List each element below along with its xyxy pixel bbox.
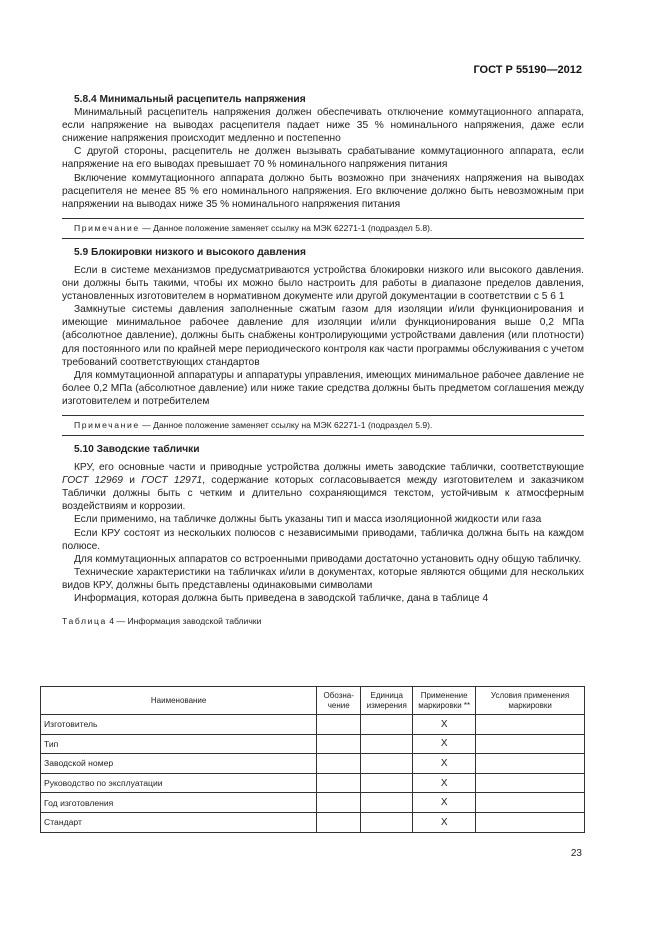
- note-label: Примечание: [74, 419, 140, 430]
- section-5-9-paragraph-3: Для коммутационной аппаратуры и аппаратуры управления, имеющих минимальное рабочее давление не более 0,2 МПа (абсолютное давление) или ниже такие средства должны быть предметом соглашения между изготовителем и потребителем: [62, 369, 584, 407]
- page-number: 23: [570, 848, 582, 859]
- row-name: Тип: [41, 734, 317, 754]
- section-5-10-paragraph-6: Информация, которая должна быть приведена в заводской табличке, дана в таблице 4: [74, 593, 489, 604]
- section-5-10-paragraph-3: Если КРУ состоят из нескольких полюсов с независимыми приводами, табличка должна быть на каждом полюсе.: [62, 527, 584, 552]
- section-5-8-4-paragraph-1: Минимальный расцепитель напряжения должен обеспечивать отключение коммутационного аппарата, если напряжение на выводах расцепителя падает ниже 35 % номинального напряжения, даже если снижение напряжения происходит медленно и постепенно: [62, 107, 584, 145]
- column-header-unit: Единица измерения: [361, 687, 413, 715]
- row-marking: X: [413, 754, 476, 774]
- row-marking: X: [413, 812, 476, 832]
- row-name: Заводской номер: [41, 754, 317, 774]
- section-5-8-4-heading: 5.8.4 Минимальный расцепитель напряжения: [74, 94, 306, 105]
- table-row: [41, 754, 585, 774]
- document-body: [62, 92, 584, 628]
- section-5-10-paragraph-1: КРУ, его основные части и приводные устройства должны иметь заводские таблички, соответствующие ГОСТ 12969 и ГОСТ 12971, содержание которых согласовывается между изготовителем и заказчиком Таблички должны быть с четким и длительно сохраняющимся текстом, устойчивым к атмосферным воздействиям и коррозии.: [62, 462, 584, 513]
- section-5-10-paragraph-4: Для коммутационных аппаратов со встроенными приводами достаточно установить одну общую табличку.: [74, 553, 582, 565]
- section-5-9-paragraph-2: Замкнутые системы давления заполненные сжатым газом для изоляции и/или функционирования и имеющие минимальное рабочее давление для изоляции и/или функционирования выше 0,2 МПа (абсолютное давление), должны быть снабжены контролирующими устройствами давления (или плотности) для постоянного или по крайней мере периодического контроля как части программы обслуживания с учетом требований соответствующих стандартов: [62, 304, 584, 368]
- table-row: [41, 773, 585, 793]
- table-header-row: [41, 687, 585, 715]
- section-5-9-paragraph-1: Если в системе механизмов предусматриваются устройства блокировки низкого или высокого давления. они должны быть такими, чтобы их можно было настроить для работы в диапазоне пределов давления, установленных изготовителем в нормативном документе или другой документации в соответствии с 5 6 1: [62, 264, 584, 303]
- row-marking: X: [413, 773, 476, 793]
- section-5-9-heading: 5.9 Блокировки низкого и высокого давления: [74, 246, 306, 258]
- row-marking: X: [413, 793, 476, 813]
- table-4: [40, 686, 585, 833]
- note-text: — Данное положение заменяет ссылку на МЭК 62271-1 (подраздел 5.8).: [139, 222, 433, 233]
- row-name: Руководство по эксплуатации: [41, 773, 317, 793]
- note-label: Примечание: [74, 222, 140, 233]
- note-5-8: [62, 218, 584, 239]
- table-row: [41, 734, 585, 754]
- row-name: Год изготовления: [41, 793, 317, 813]
- table-row: [41, 812, 585, 832]
- section-5-8-4-paragraph-2: С другой стороны, расцепитель не должен вызывать срабатывание коммутационного аппарата, если напряжение на его выводах превышает 70 % номинального напряжения питания: [62, 146, 584, 171]
- section-5-10-paragraph-5: Технические характеристики на табличках и/или в документах, которые являются общими для нескольких видов КРУ, должны быть представлены одинаковыми символами: [62, 566, 584, 591]
- row-name: Стандарт: [41, 812, 317, 832]
- table-row: [41, 793, 585, 813]
- section-5-10-heading: 5.10 Заводские таблички: [74, 443, 200, 455]
- table-row: [41, 715, 585, 735]
- column-header-name: Наименование: [41, 687, 317, 715]
- gost-12969-reference: ГОСТ 12969: [62, 475, 123, 487]
- gost-12971-reference: ГОСТ 12971: [141, 475, 203, 487]
- table-4-caption: Таблица 4 — Информация заводской таблички: [62, 616, 262, 627]
- row-marking: X: [413, 715, 476, 735]
- section-5-10-paragraph-2: Если применимо, на табличке должны быть указаны тип и масса изоляционной жидкости или газа: [74, 514, 542, 526]
- row-marking: X: [413, 734, 476, 754]
- column-header-designation: Обозна- чение: [317, 687, 361, 715]
- note-text: — Данное положение заменяет ссылку на МЭК 62271-1 (подраздел 5.9).: [139, 419, 433, 430]
- section-5-8-4-paragraph-3: Включение коммутационного аппарата должно быть возможно при значениях напряжения на выводах расцепителя не менее 85 % его номинального напряжения. Его включение должно быть невозможным при напряжении на выводах ниже 35 % номинального напряжения питания: [62, 172, 584, 210]
- column-header-marking-conditions: Условия применения маркировки: [476, 687, 585, 715]
- document-id: ГОСТ Р 55190—2012: [473, 64, 582, 76]
- note-5-9: [62, 415, 584, 436]
- column-header-marking-use: Применение маркировки **: [413, 687, 476, 715]
- row-name: Изготовитель: [41, 715, 317, 735]
